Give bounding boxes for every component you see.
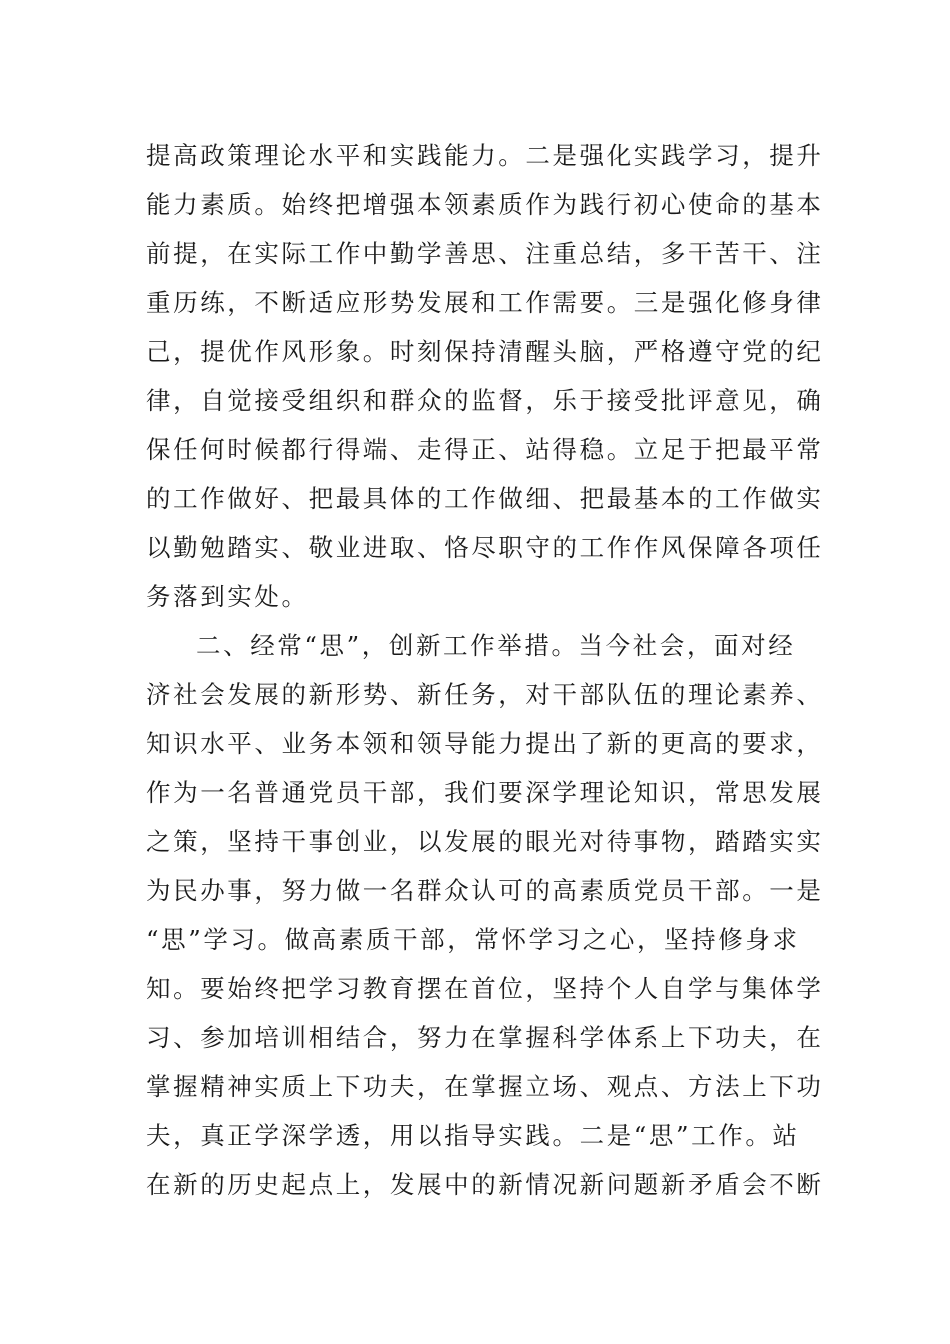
text-line: 的工作做好、把最具体的工作做细、把最基本的工作做实	[146, 484, 824, 513]
text-line: 能力素质。始终把增强本领素质作为践行初心使命的基本	[146, 190, 824, 219]
text-line: 重历练，不断适应形势发展和工作需要。三是强化修身律	[146, 288, 824, 317]
text-line: 知识水平、业务本领和领导能力提出了新的更高的要求，	[146, 729, 824, 758]
text-line: 为民办事，努力做一名群众认可的高素质党员干部。一是	[146, 876, 824, 905]
text-line: 在新的历史起点上，发展中的新情况新问题新矛盾会不断	[146, 1170, 824, 1199]
text-line: 以勤勉踏实、敬业进取、恪尽职守的工作作风保障各项任	[146, 533, 824, 562]
text-line: 掌握精神实质上下功夫，在掌握立场、观点、方法上下功	[146, 1072, 824, 1101]
text-line: 知。要始终把学习教育摆在首位，坚持个人自学与集体学	[146, 974, 824, 1003]
body-text	[146, 131, 824, 1209]
text-line: 习、参加培训相结合，努力在掌握科学体系上下功夫，在	[146, 1023, 824, 1052]
text-line: 务落到实处。	[146, 582, 309, 611]
text-line: 保任何时候都行得端、走得正、站得稳。立足于把最平常	[146, 435, 824, 464]
text-line: 之策，坚持干事创业，以发展的眼光对待事物，踏踏实实	[146, 827, 824, 856]
text-line: 律，自觉接受组织和群众的监督，乐于接受批评意见，确	[146, 386, 824, 415]
text-line: 提高政策理论水平和实践能力。二是强化实践学习，提升	[146, 141, 824, 170]
text-line: 济社会发展的新形势、新任务，对干部队伍的理论素养、	[146, 680, 824, 709]
text-line: 前提，在实际工作中勤学善思、注重总结，多干苦干、注	[146, 239, 824, 268]
section-heading-line: 二、经常“思”，创新工作举措。当今社会，面对经	[196, 631, 796, 660]
text-line: 己，提优作风形象。时刻保持清醒头脑，严格遵守党的纪	[146, 337, 824, 366]
text-line: “思”学习。做高素质干部，常怀学习之心，坚持修身求	[146, 925, 800, 954]
text-line: 作为一名普通党员干部，我们要深学理论知识，常思发展	[146, 778, 824, 807]
text-line: 夫，真正学深学透，用以指导实践。二是“思”工作。站	[146, 1121, 800, 1150]
